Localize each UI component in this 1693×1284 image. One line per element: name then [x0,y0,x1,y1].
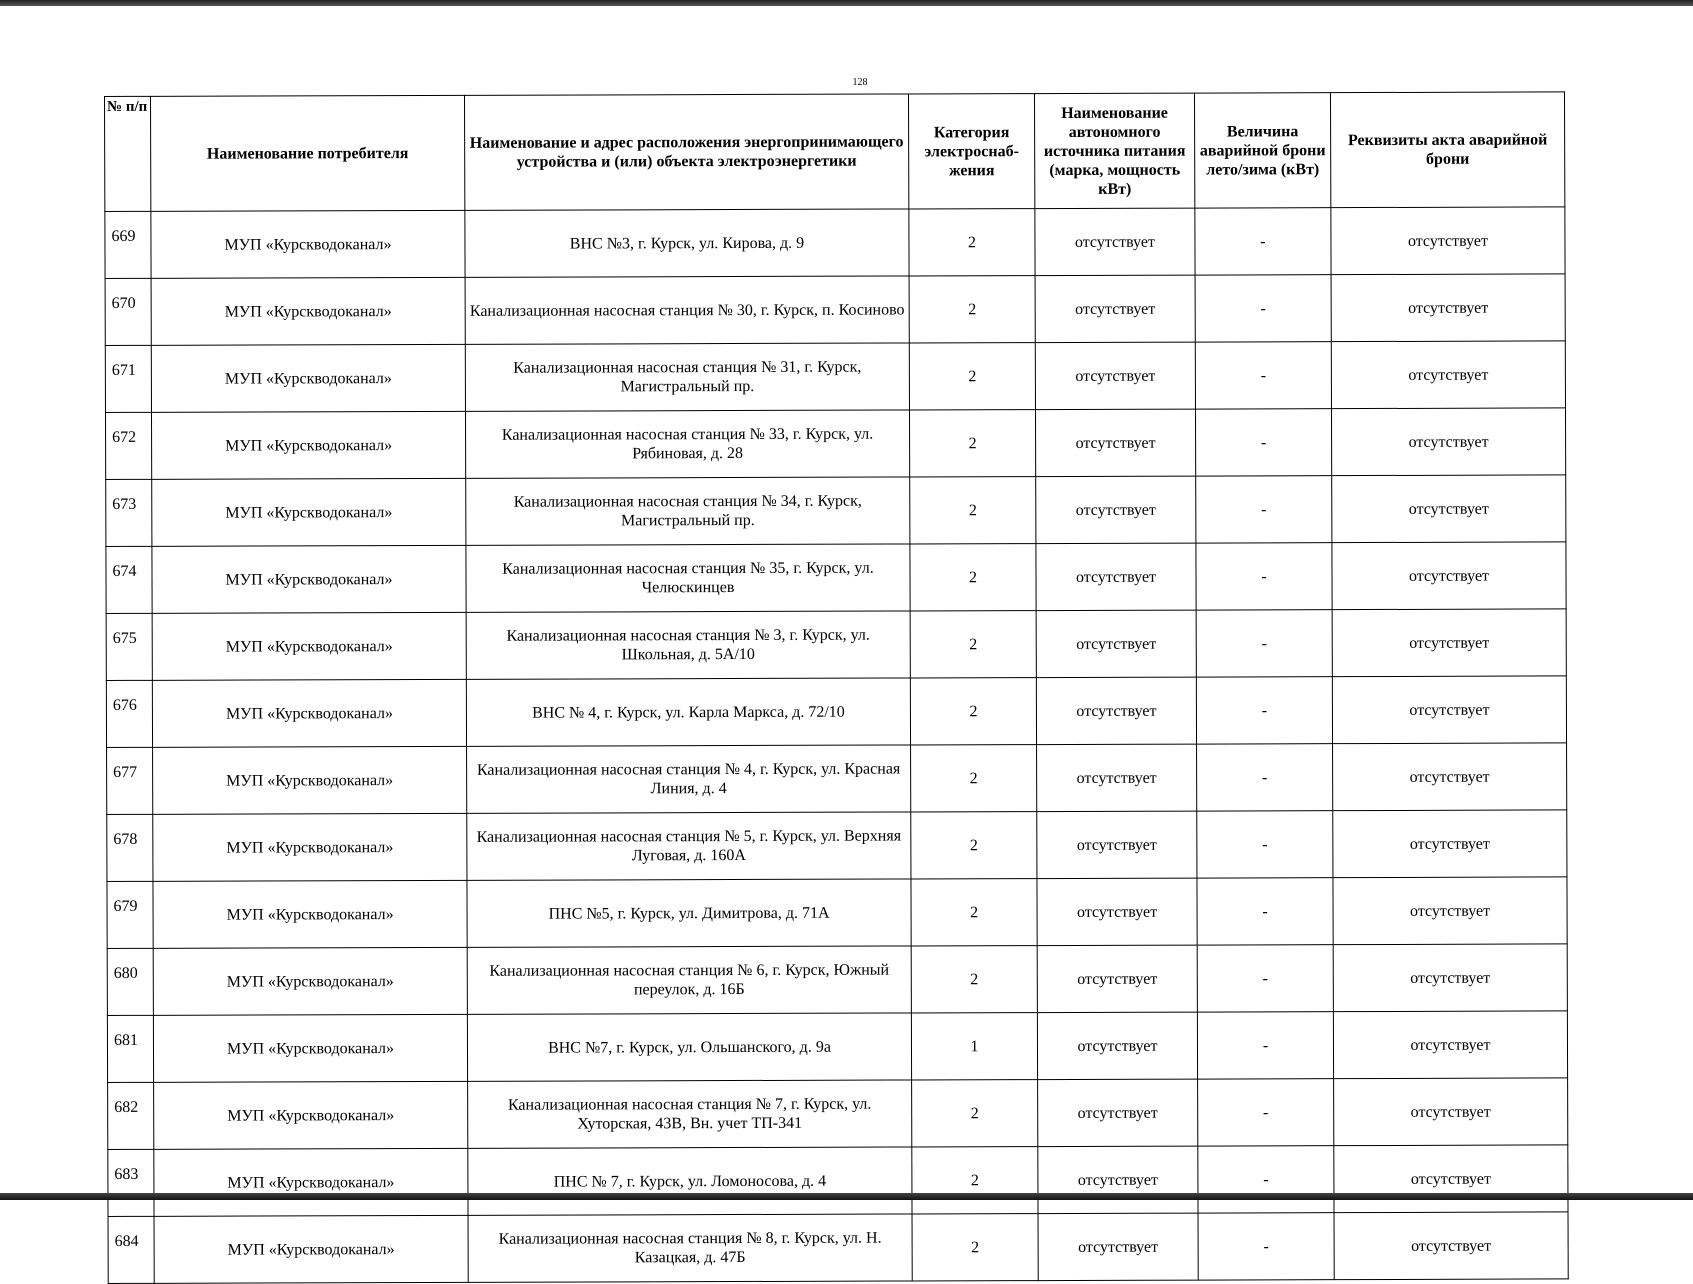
table-row [105,207,1565,279]
cell-row-number: 681 [107,1015,153,1082]
cell-autonomous-source: отсутствует [1035,208,1195,276]
cell-row-number: 675 [106,613,152,680]
cell-supply-category: 1 [911,1013,1037,1080]
cell-consumer-name: МУП «Курскводоканал» [153,947,467,1015]
header-number: № п/п [105,96,151,211]
cell-autonomous-source: отсутствует [1036,610,1196,678]
cell-row-number: 682 [108,1082,154,1149]
cell-act-details: отсутствует [1334,1145,1568,1213]
cell-act-details: отсутствует [1334,1078,1568,1146]
cell-row-number: 677 [107,747,153,814]
cell-autonomous-source: отсутствует [1036,543,1196,611]
cell-emergency-reserve: - [1198,1213,1334,1280]
consumer-table [104,91,1569,1284]
cell-emergency-reserve: - [1198,1079,1334,1146]
table-row [108,1078,1568,1150]
cell-supply-category: 2 [910,678,1036,745]
cell-emergency-reserve: - [1196,476,1332,543]
cell-supply-category: 2 [912,1080,1038,1147]
cell-object-address: Канализационная насосная станция № 33, г. Курск, ул. Рябиновая, д. 28 [465,410,909,478]
page-number: 128 [852,77,868,88]
cell-object-address: ВНС № 4, г. Курск, ул. Карла Маркса, д. 72/10 [466,678,910,746]
cell-autonomous-source: отсутствует [1036,476,1196,544]
header-supply-category: Категория электроснаб-жения [908,94,1034,209]
cell-object-address: Канализационная насосная станция № 8, г. Курск, ул. Н. Казацкая, д. 47Б [468,1214,912,1282]
cell-act-details: отсутствует [1334,1212,1568,1280]
table-row [106,475,1566,547]
cell-supply-category: 2 [909,343,1035,410]
cell-row-number: 672 [105,412,151,479]
cell-act-details: отсутствует [1333,743,1567,811]
cell-consumer-name: МУП «Курскводоканал» [151,411,465,479]
cell-emergency-reserve: - [1197,945,1333,1012]
cell-autonomous-source: отсутствует [1035,342,1195,410]
cell-autonomous-source: отсутствует [1035,409,1195,477]
cell-emergency-reserve: - [1195,342,1331,409]
cell-consumer-name: МУП «Курскводоканал» [151,277,465,345]
scan-edge-bottom [0,1193,1693,1200]
cell-supply-category: 2 [911,745,1037,812]
header-object-address: Наименование и адрес расположения энергопринимающего устройства и (или) объекта электроэнергетики [464,94,908,210]
cell-act-details: отсутствует [1331,274,1565,342]
table-row [107,877,1567,949]
cell-emergency-reserve: - [1198,1146,1334,1213]
header-row [105,92,1565,212]
cell-autonomous-source: отсутствует [1037,945,1197,1013]
table-header [105,92,1565,212]
cell-consumer-name: МУП «Курскводоканал» [154,1081,468,1149]
cell-act-details: отсутствует [1331,207,1565,275]
header-consumer: Наименование потребителя [151,95,465,211]
cell-object-address: Канализационная насосная станция № 34, г. Курск, Магистральный пр. [466,477,910,545]
cell-object-address: Канализационная насосная станция № 30, г. Курск, п. Косиново [465,276,909,344]
header-emergency-reserve: Величина аварийной брони лето/зима (кВт) [1194,93,1330,208]
cell-emergency-reserve: - [1195,208,1331,275]
table-row [108,1212,1568,1284]
cell-supply-category: 2 [909,410,1035,477]
cell-autonomous-source: отсутствует [1038,1213,1198,1281]
cell-act-details: отсутствует [1333,810,1567,878]
cell-row-number: 669 [105,211,151,278]
table-row [106,676,1566,748]
cell-object-address: Канализационная насосная станция № 5, г. Курск, ул. Верхняя Луговая, д. 160А [467,812,911,880]
cell-row-number: 678 [107,814,153,881]
cell-consumer-name: МУП «Курскводоканал» [152,478,466,546]
table-row [106,542,1566,614]
cell-supply-category: 2 [912,1147,1038,1214]
cell-supply-category: 2 [910,611,1036,678]
cell-supply-category: 2 [910,544,1036,611]
cell-act-details: отсутствует [1332,676,1566,744]
cell-object-address: Канализационная насосная станция № 4, г. Курск, ул. Красная Линия, д. 4 [467,745,911,813]
table-row [107,1011,1567,1083]
cell-object-address: ПНС № 7, г. Курск, ул. Ломоносова, д. 4 [468,1147,912,1215]
table-body [105,207,1568,1284]
cell-supply-category: 2 [909,276,1035,343]
table-row [107,944,1567,1016]
cell-act-details: отсутствует [1333,877,1567,945]
cell-autonomous-source: отсутствует [1036,677,1196,745]
cell-row-number: 684 [108,1216,154,1283]
cell-autonomous-source: отсутствует [1037,1012,1197,1080]
scan-edge-top [0,0,1693,6]
cell-consumer-name: МУП «Курскводоканал» [152,612,466,680]
table-row [107,810,1567,882]
cell-consumer-name: МУП «Курскводоканал» [151,344,465,412]
cell-row-number: 674 [106,546,152,613]
cell-emergency-reserve: - [1197,878,1333,945]
cell-emergency-reserve: - [1196,543,1332,610]
cell-autonomous-source: отсутствует [1038,1079,1198,1147]
cell-autonomous-source: отсутствует [1035,275,1195,343]
cell-object-address: Канализационная насосная станция № 6, г. Курск, Южный переулок, д. 16Б [467,946,911,1014]
cell-consumer-name: МУП «Курскводоканал» [151,210,465,278]
cell-row-number: 680 [107,948,153,1015]
cell-supply-category: 2 [911,812,1037,879]
cell-row-number: 676 [106,680,152,747]
cell-row-number: 673 [106,479,152,546]
cell-emergency-reserve: - [1197,744,1333,811]
cell-emergency-reserve: - [1197,1012,1333,1079]
cell-row-number: 683 [108,1149,154,1216]
cell-consumer-name: МУП «Курскводоканал» [154,1148,468,1216]
cell-consumer-name: МУП «Курскводоканал» [153,746,467,814]
cell-supply-category: 2 [910,477,1036,544]
cell-emergency-reserve: - [1195,409,1331,476]
header-autonomous-source: Наименование автономного источника питания (марка, мощность кВт) [1034,93,1194,209]
cell-supply-category: 2 [911,879,1037,946]
cell-act-details: отсутствует [1331,341,1565,409]
cell-row-number: 670 [105,278,151,345]
header-act-details: Реквизиты акта аварийной брони [1330,92,1564,208]
cell-object-address: Канализационная насосная станция № 35, г. Курск, ул. Челюскинцев [466,544,910,612]
cell-emergency-reserve: - [1196,610,1332,677]
cell-act-details: отсутствует [1332,475,1566,543]
cell-consumer-name: МУП «Курскводоканал» [153,1014,467,1082]
cell-consumer-name: МУП «Курскводоканал» [152,679,466,747]
cell-autonomous-source: отсутствует [1037,744,1197,812]
cell-supply-category: 2 [911,946,1037,1013]
cell-consumer-name: МУП «Курскводоканал» [153,880,467,948]
table-row [108,1145,1568,1217]
cell-consumer-name: МУП «Курскводоканал» [154,1215,468,1283]
cell-object-address: Канализационная насосная станция № 3, г. Курск, ул. Школьная, д. 5А/10 [466,611,910,679]
cell-row-number: 671 [105,345,151,412]
cell-act-details: отсутствует [1332,609,1566,677]
cell-autonomous-source: отсутствует [1038,1146,1198,1214]
cell-autonomous-source: отсутствует [1037,878,1197,946]
cell-emergency-reserve: - [1195,275,1331,342]
cell-emergency-reserve: - [1197,811,1333,878]
cell-consumer-name: МУП «Курскводоканал» [153,813,467,881]
cell-emergency-reserve: - [1196,677,1332,744]
cell-object-address: ВНС №7, г. Курск, ул. Ольшанского, д. 9а [467,1013,911,1081]
table-row [105,341,1565,413]
cell-row-number: 679 [107,881,153,948]
cell-object-address: ВНС №3, г. Курск, ул. Кирова, д. 9 [465,209,909,277]
cell-supply-category: 2 [909,209,1035,276]
cell-act-details: отсутствует [1331,408,1565,476]
cell-act-details: отсутствует [1333,1011,1567,1079]
cell-object-address: Канализационная насосная станция № 7, г. Курск, ул. Хуторская, 43В, Вн. учет ТП-341 [468,1080,912,1148]
cell-act-details: отсутствует [1332,542,1566,610]
cell-object-address: Канализационная насосная станция № 31, г. Курск, Магистральный пр. [465,343,909,411]
table-row [107,743,1567,815]
cell-consumer-name: МУП «Курскводоканал» [152,545,466,613]
cell-object-address: ПНС №5, г. Курск, ул. Димитрова, д. 71А [467,879,911,947]
cell-supply-category: 2 [912,1214,1038,1281]
cell-autonomous-source: отсутствует [1037,811,1197,879]
cell-act-details: отсутствует [1333,944,1567,1012]
table-row [105,408,1565,480]
table-row [105,274,1565,346]
table-row [106,609,1566,681]
